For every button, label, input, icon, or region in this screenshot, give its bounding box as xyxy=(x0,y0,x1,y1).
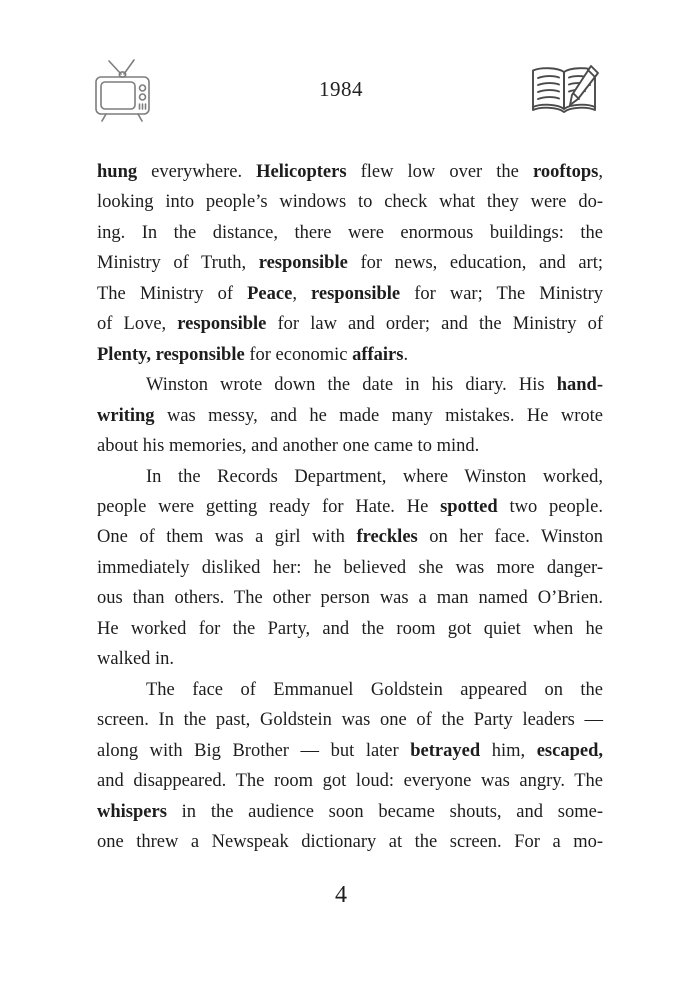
page-header-title: 1984 xyxy=(319,77,363,101)
text-line: In the Records Department, where Winston worked, xyxy=(146,466,603,487)
text-line: one threw a Newspeak dictionary at the screen. For a mo- xyxy=(97,831,603,852)
page-number: 4 xyxy=(335,882,347,908)
book-with-pencil-icon xyxy=(527,63,601,119)
text-line: The Ministry of Peace, responsible for war; The Ministry xyxy=(97,283,604,304)
text-line: ous than others. The other person was a man named O’Brien. xyxy=(97,588,603,609)
text-line: immediately disliked her: he believed she was more danger- xyxy=(97,557,603,578)
text-line: He worked for the Party, and the room got quiet when he xyxy=(97,618,603,639)
text-line: of Love, responsible for law and order; and the Ministry of xyxy=(97,314,603,335)
text-line: Ministry of Truth, responsible for news, education, and art; xyxy=(97,253,603,274)
text-line: hung everywhere. Helicopters flew low over the rooftops, xyxy=(97,162,603,182)
text-line: Winston wrote down the date in his diary. His hand- xyxy=(146,375,603,396)
text-line: One of them was a girl with freckles on her face. Winston xyxy=(97,527,603,548)
text-line: screen. In the past, Goldstein was one of the Party leaders — xyxy=(97,710,603,731)
text-line: people were getting ready for Hate. He spotted two people. xyxy=(97,496,603,517)
text-line: Plenty, responsible for economic affairs. xyxy=(97,344,409,365)
text-line: walked in. xyxy=(97,649,175,670)
text-line: looking into people’s windows to check what they were do- xyxy=(97,192,603,213)
body-text xyxy=(97,157,603,857)
text-line: writing was messy, and he made many mistakes. He wrote xyxy=(97,405,603,426)
text-line: about his memories, and another one came to mind. xyxy=(97,436,480,457)
text-line: The face of Emmanuel Goldstein appeared on the xyxy=(146,679,603,700)
text-line: along with Big Brother — but later betrayed him, escaped, xyxy=(97,740,603,761)
text-line: whispers in the audience soon became shouts, and some- xyxy=(97,801,603,822)
text-line: and disappeared. The room got loud: everyone was angry. The xyxy=(97,771,603,792)
text-line: ing. In the distance, there were enormous buildings: the xyxy=(97,222,603,243)
